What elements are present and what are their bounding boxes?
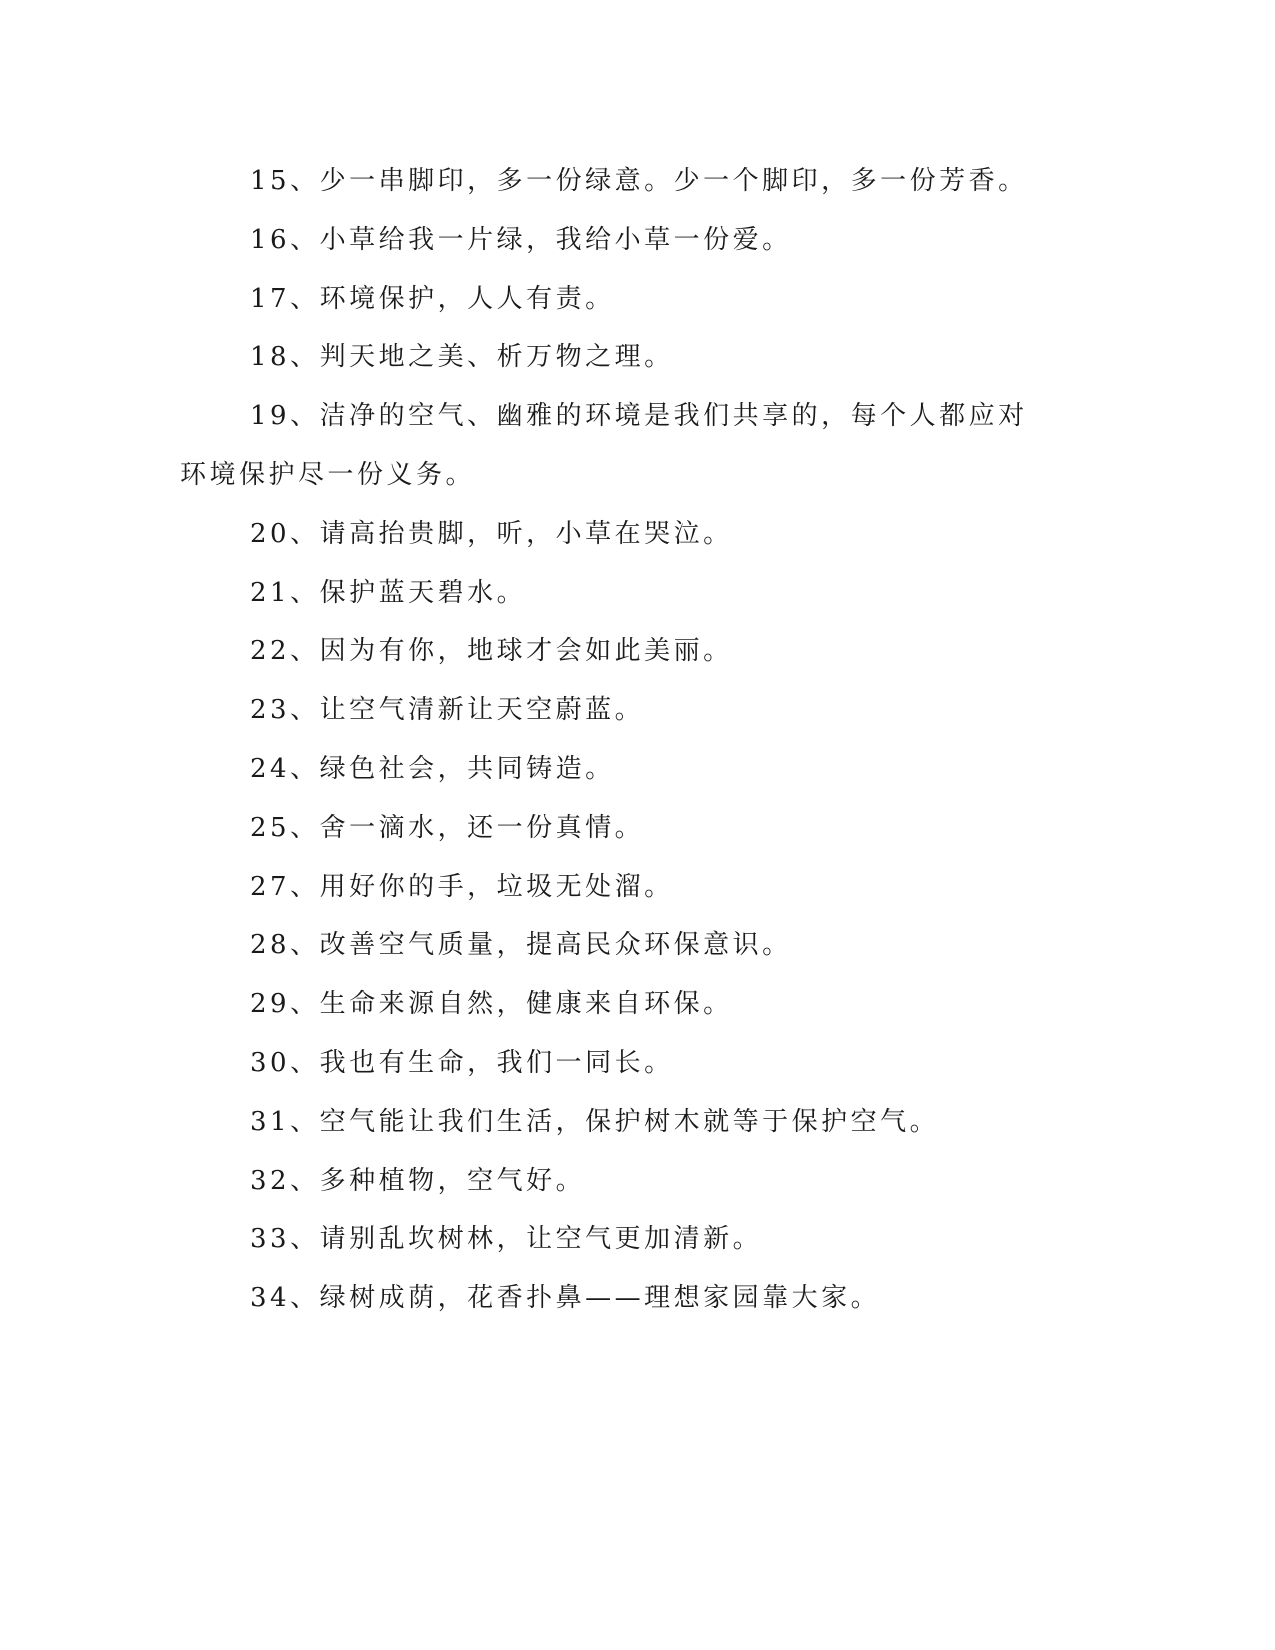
- slogan-item: 18、判天地之美、析万物之理。: [250, 342, 674, 373]
- slogan-item: 20、请高抬贵脚，听，小草在哭泣。: [250, 518, 733, 549]
- slogan-item: 21、保护蓝天碧水。: [250, 577, 527, 608]
- slogan-item: 33、请别乱坎树林，让空气更加清新。: [250, 1224, 763, 1255]
- slogan-item: 28、改善空气质量，提高民众环保意识。: [250, 930, 792, 961]
- slogan-item: 17、环境保护，人人有责。: [250, 283, 615, 314]
- slogan-item: 15、少一串脚印，多一份绿意。少一个脚印，多一份芳香。: [250, 166, 1028, 196]
- slogan-item: 22、因为有你，地球才会如此美丽。: [250, 636, 733, 667]
- slogan-item: 25、舍一滴水，还一份真情。: [250, 812, 645, 843]
- slogan-item: 23、让空气清新让天空蔚蓝。: [250, 695, 645, 726]
- slogan-list: [180, 152, 1040, 1328]
- slogan-item: 27、用好你的手，垃圾无处溜。: [250, 871, 674, 902]
- slogan-item: 16、小草给我一片绿，我给小草一份爱。: [250, 224, 792, 255]
- slogan-item: 34、绿树成荫，花香扑鼻——理想家园靠大家。: [250, 1283, 881, 1314]
- slogan-item: 19、洁净的空气、幽雅的环境是我们共享的，每个人都应对环境保护尽一份义务。: [180, 401, 1028, 490]
- slogan-item: 30、我也有生命，我们一同长。: [250, 1047, 674, 1078]
- slogan-item: 24、绿色社会，共同铸造。: [250, 753, 615, 784]
- slogan-item: 31、空气能让我们生活，保护树木就等于保护空气。: [250, 1106, 940, 1137]
- slogan-item: 29、生命来源自然，健康来自环保。: [250, 989, 733, 1020]
- slogan-item: 32、多种植物，空气好。: [250, 1165, 586, 1196]
